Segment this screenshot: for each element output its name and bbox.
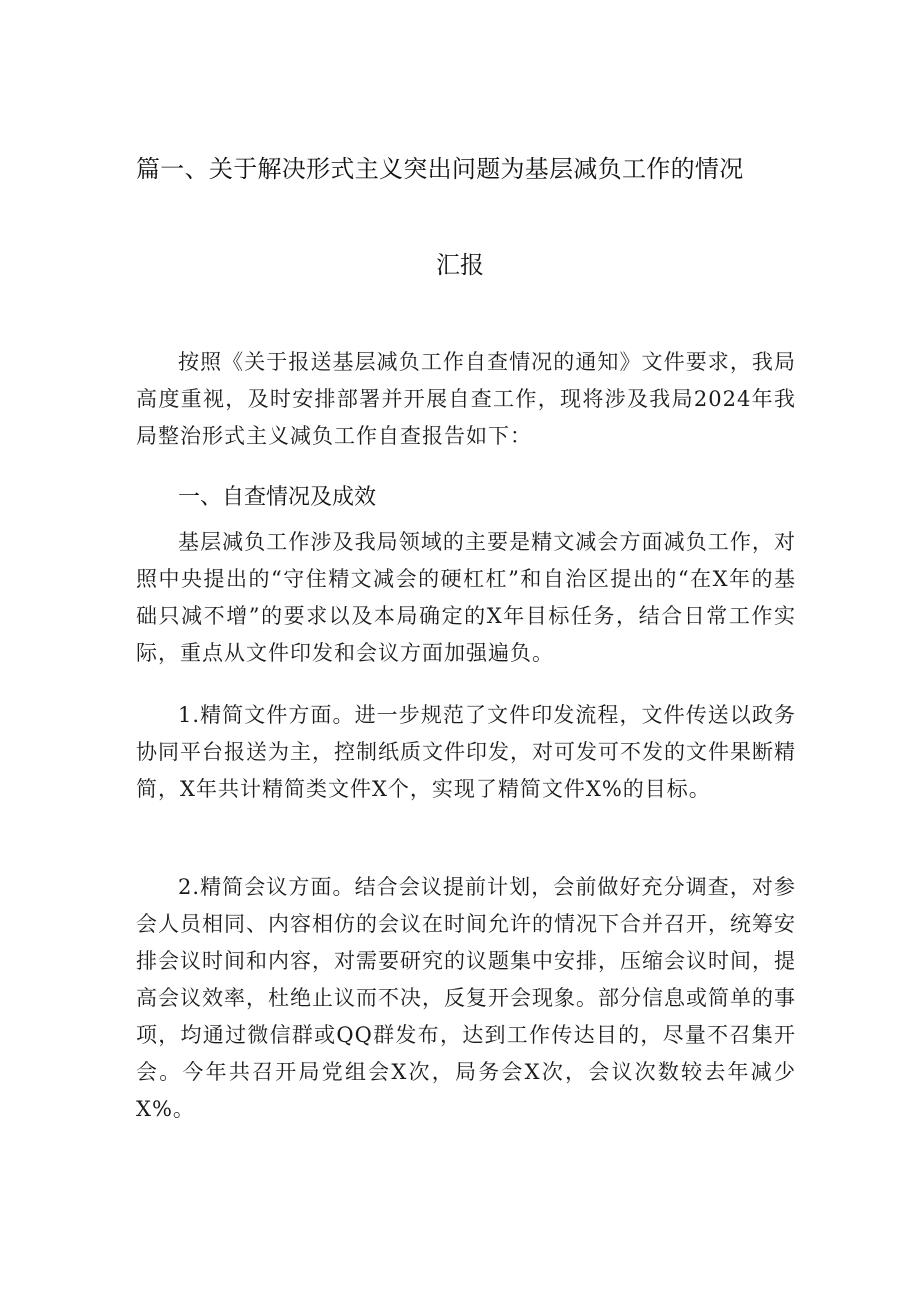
- section-heading: 一、自查情况及成效: [178, 485, 377, 510]
- intro-paragraph: 按照《关于报送基层减负工作自查情况的通知》文件要求，我局高度重视，及时安排部署并开展自查工作，现将涉及我局2024年我局整治形式主义减负工作自查报告如下：: [136, 350, 796, 448]
- section-paragraph: 基层减负工作涉及我局领域的主要是精文减会方面减负工作，对照中央提出的“守住精文减会的硬杠杠”和自治区提出的“在X年的基础只减不增”的要求以及本局确定的X年目标任务，结合日常工作实际，重点从文件印发和会议方面加强遍负。: [136, 530, 796, 665]
- document-title-continuation: 汇报: [436, 251, 484, 279]
- document-title: 篇一、关于解决形式主义突出问题为基层减负工作的情况: [136, 155, 744, 183]
- list-item-streamline-documents: 1.精简文件方面。进一步规范了文件印发流程，文件传送以政务协同平台报送为主，控制纸质文件印发，对可发可不发的文件果断精简，X年共计精简类文件X个，实现了精简文件X%的目标。: [136, 703, 796, 801]
- list-item-streamline-meetings: 2.精简会议方面。结合会议提前计划，会前做好充分调查，对参会人员相同、内容相仿的会议在时间允许的情况下合并召开，统筹安排会议时间和内容，对需要研究的议题集中安排，压缩会议时间，提高会议效率，杜绝止议而不决，反复开会现象。部分信息或简单的事项，均通过微信群或QQ群发布，达到工作传达目的，尽量不召集开会。今年共召开局党组会X次，局务会X次，会议次数较去年减少X%。: [136, 875, 796, 1121]
